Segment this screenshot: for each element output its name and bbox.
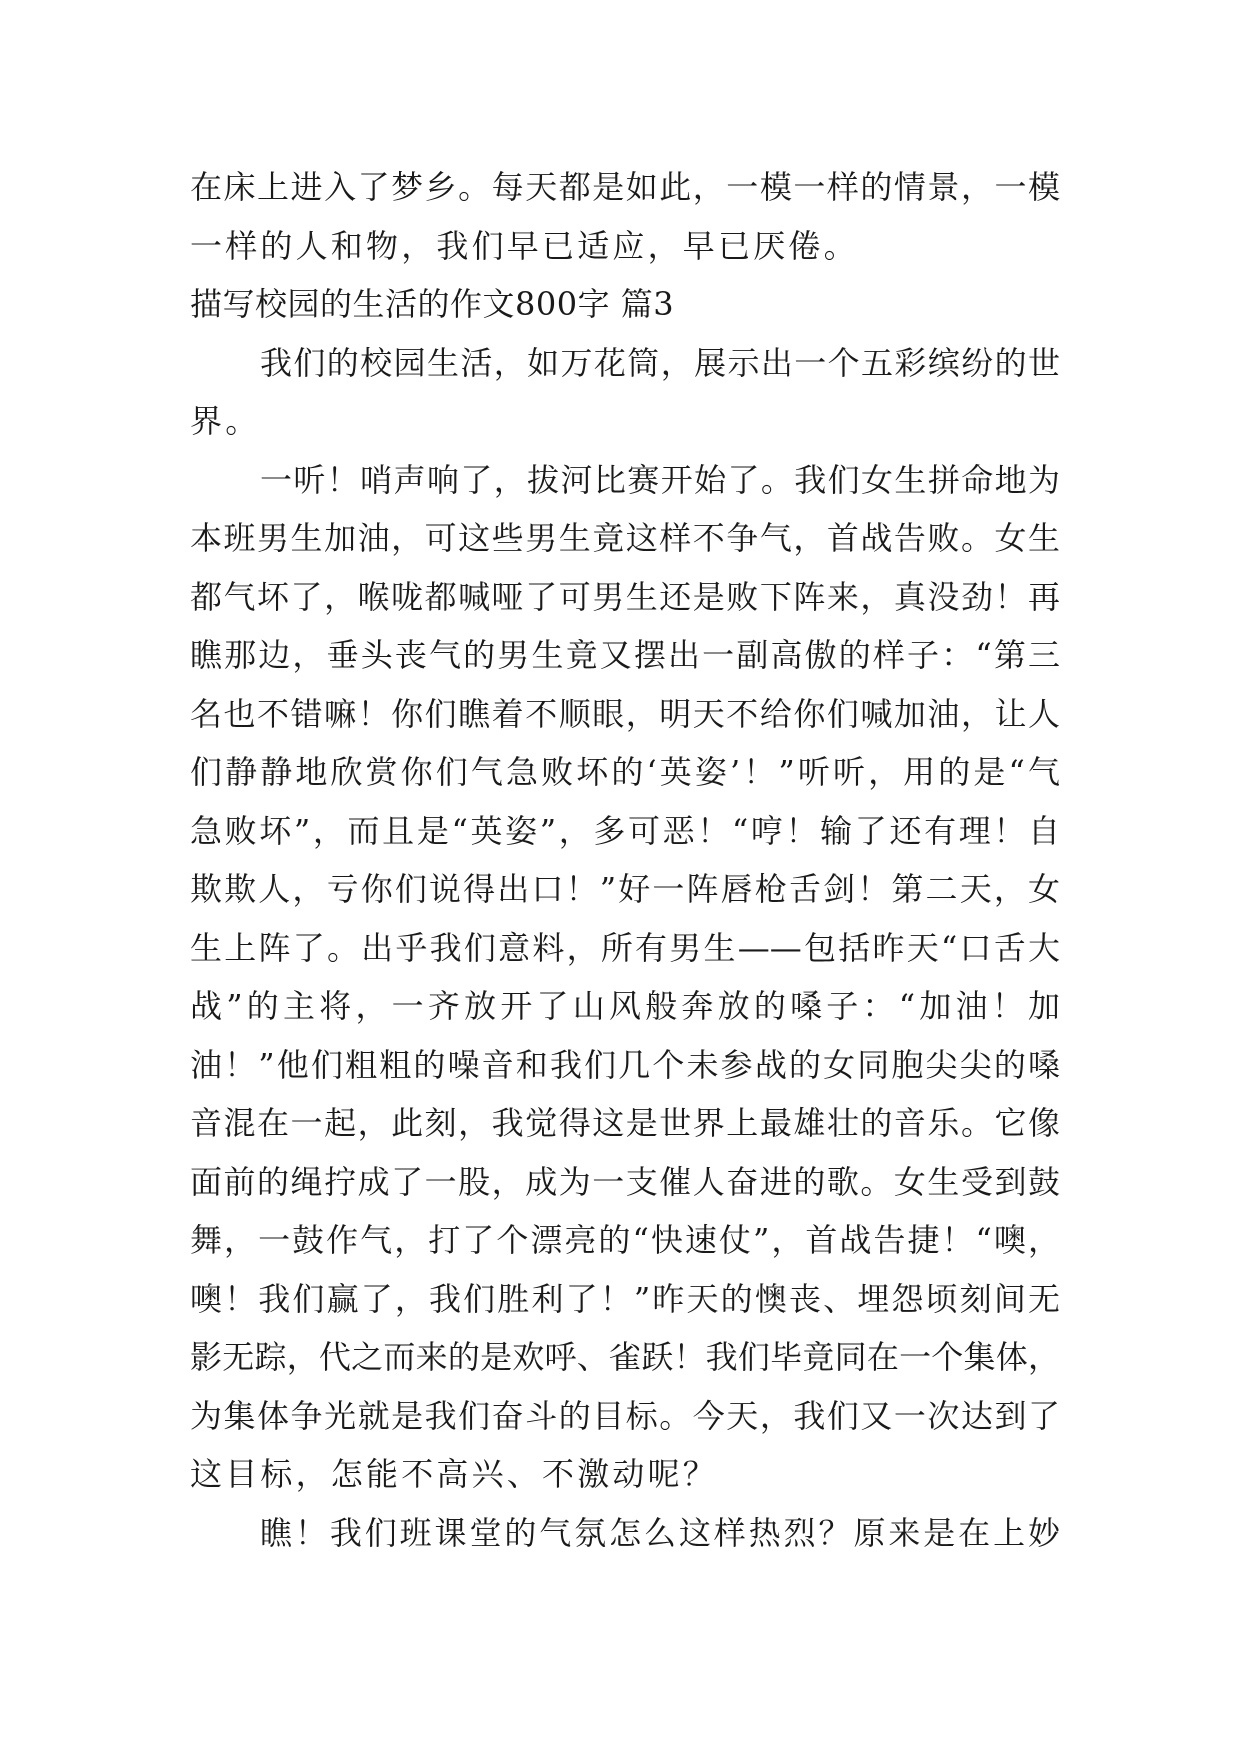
text-line: 这目标，怎能不高兴、不激动呢？ bbox=[190, 1455, 719, 1493]
text-line: 影无踪，代之而来的是欢呼、雀跃！我们毕竟同在一个集体， bbox=[190, 1338, 1060, 1376]
text-line: 急败坏”，而且是“英姿”，多可恶！“哼！输了还有理！自 bbox=[190, 811, 1060, 850]
text-line: 生上阵了。出乎我们意料，所有男生——包括昨天“口舌大 bbox=[190, 928, 1060, 967]
section-heading: 描写校园的生活的作文800字 篇3 bbox=[190, 285, 675, 323]
text-line: 界。 bbox=[190, 402, 261, 440]
text-line: 舞，一鼓作气，打了个漂亮的“快速仗”，首战告捷！“噢， bbox=[190, 1221, 1060, 1259]
text-line: 噢！我们赢了，我们胜利了！”昨天的懊丧、埋怨顷刻间无 bbox=[190, 1279, 1060, 1318]
text-line: 本班男生加油，可这些男生竟这样不争气，首战告败。女生 bbox=[190, 519, 1060, 557]
text-line: 瞧那边，垂头丧气的男生竟又摆出一副高傲的样子：“第三 bbox=[190, 636, 1060, 674]
text-line: 们静静地欣赏你们气急败坏的‘英姿’！”听听，用的是“气 bbox=[190, 753, 1060, 791]
text-line: 都气坏了，喉咙都喊哑了可男生还是败下阵来，真没劲！再 bbox=[190, 577, 1060, 616]
text-line: 瞧！我们班课堂的气氛怎么这样热烈？原来是在上妙 bbox=[260, 1513, 1060, 1552]
text-line: 我们的校园生活，如万花筒，展示出一个五彩缤纷的世 bbox=[260, 343, 1060, 382]
text-line: 一听！哨声响了，拔河比赛开始了。我们女生拼命地为 bbox=[260, 460, 1060, 499]
text-line: 名也不错嘛！你们瞧着不顺眼，明天不给你们喊加油，让人 bbox=[190, 694, 1060, 733]
text-line: 油！”他们粗粗的噪音和我们几个未参战的女同胞尖尖的嗓 bbox=[190, 1045, 1060, 1084]
text-line: 战”的主将，一齐放开了山风般奔放的嗓子：“加油！加 bbox=[190, 987, 1060, 1025]
text-line: 在床上进入了梦乡。每天都是如此，一模一样的情景，一模 bbox=[190, 168, 1060, 206]
text-line: 为集体争光就是我们奋斗的目标。今天，我们又一次达到了 bbox=[190, 1396, 1060, 1435]
text-line: 欺欺人，亏你们说得出口！”好一阵唇枪舌剑！第二天，女 bbox=[190, 870, 1060, 908]
document-body bbox=[190, 158, 1060, 1562]
text-line: 音混在一起，此刻，我觉得这是世界上最雄壮的音乐。它像 bbox=[190, 1104, 1060, 1142]
text-line: 一样的人和物，我们早已适应，早已厌倦。 bbox=[190, 226, 859, 265]
text-line: 面前的绳拧成了一股，成为一支催人奋进的歌。女生受到鼓 bbox=[190, 1162, 1060, 1201]
